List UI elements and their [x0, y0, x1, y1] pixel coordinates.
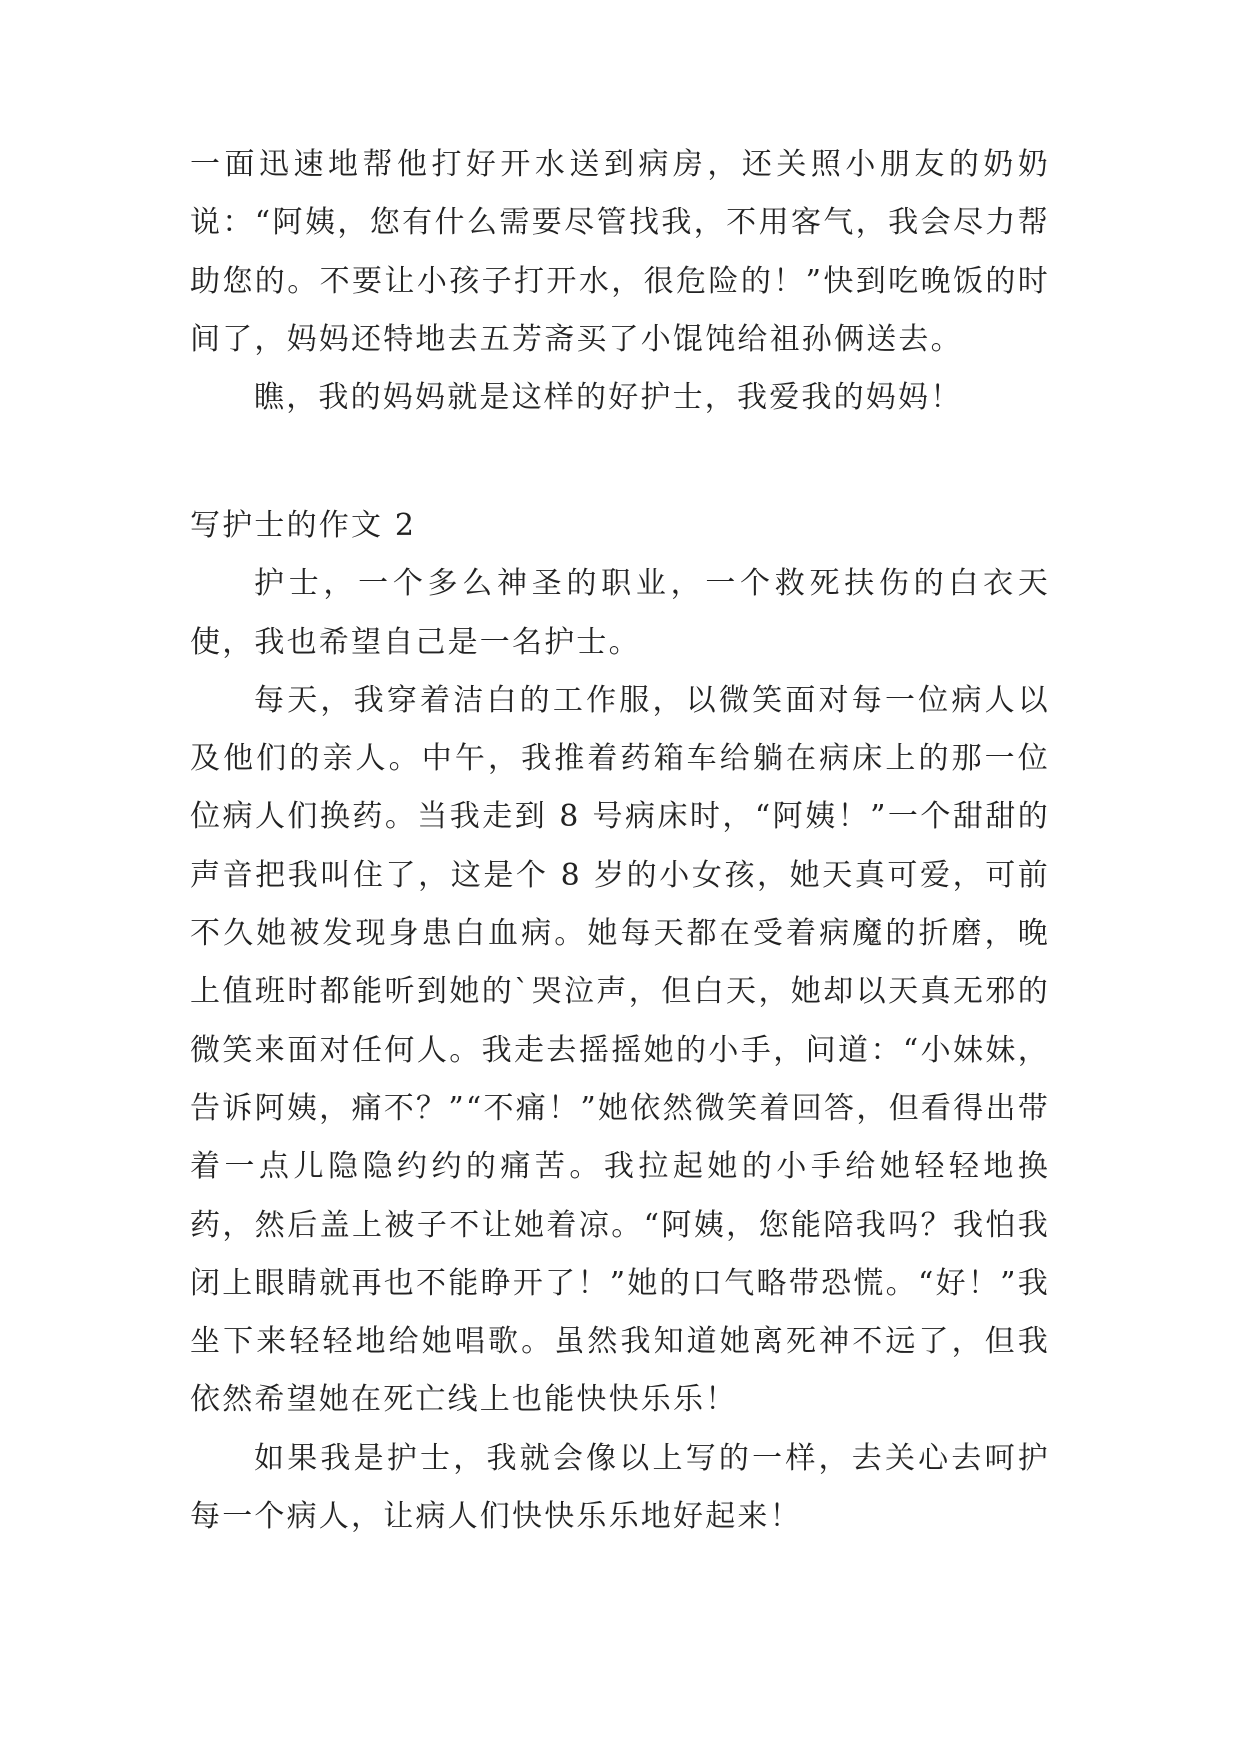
essay2-paragraph-2: 每天，我穿着洁白的工作服，以微笑面对每一位病人以及他们的亲人。中午，我推着药箱车给躺在病床上的那一位位病人们换药。当我走到 8 号病床时，“阿姨！”一个甜甜的声音把我叫住了，这是个 8 岁的小女孩，她天真可爱，可前不久她被发现身患白血病。她每天都在受着病魔的折磨，晚上值班时都能听到她的`哭泣声，但白天，她却以天真无邪的微笑来面对任何人。我走去摇摇她的小手，问道：“小妹妹，告诉阿姨，痛不？”“不痛！”她依然微笑着回答，但看得出带着一点儿隐隐约约的痛苦。我拉起她的小手给她轻轻地换药，然后盖上被子不让她着凉。“阿姨，您能陪我吗？我怕我闭上眼睛就再也不能睁开了！”她的口气略带恐慌。“好！”我坐下来轻轻地给她唱歌。虽然我知道她离死神不远了，但我依然希望她在死亡线上也能快快乐乐！ [190, 682, 1050, 1418]
closing-paragraph: 瞧，我的妈妈就是这样的好护士，我爱我的妈妈！ [254, 380, 963, 416]
essay2-paragraph-3: 如果我是护士，我就会像以上写的一样，去关心去呵护每一个病人，让病人们快快乐乐地好起来！ [190, 1440, 1050, 1535]
essay2-paragraph-1: 护士，一个多么神圣的职业，一个救死扶伤的白衣天使，我也希望自己是一名护士。 [190, 566, 1050, 660]
intro-paragraph: 一面迅速地帮他打好开水送到病房，还关照小朋友的奶奶说：“阿姨，您有什么需要尽管找我，不用客气，我会尽力帮助您的。不要让小孩子打开水，很危险的！”快到吃晚饭的时间了，妈妈还特地去五芳斋买了小馄饨给祖孙俩送去。 [190, 147, 1050, 357]
essay2 [190, 497, 1050, 1546]
essay2-title: 写护士的作文 2 [190, 508, 417, 543]
essay1-continuation [190, 136, 1050, 427]
